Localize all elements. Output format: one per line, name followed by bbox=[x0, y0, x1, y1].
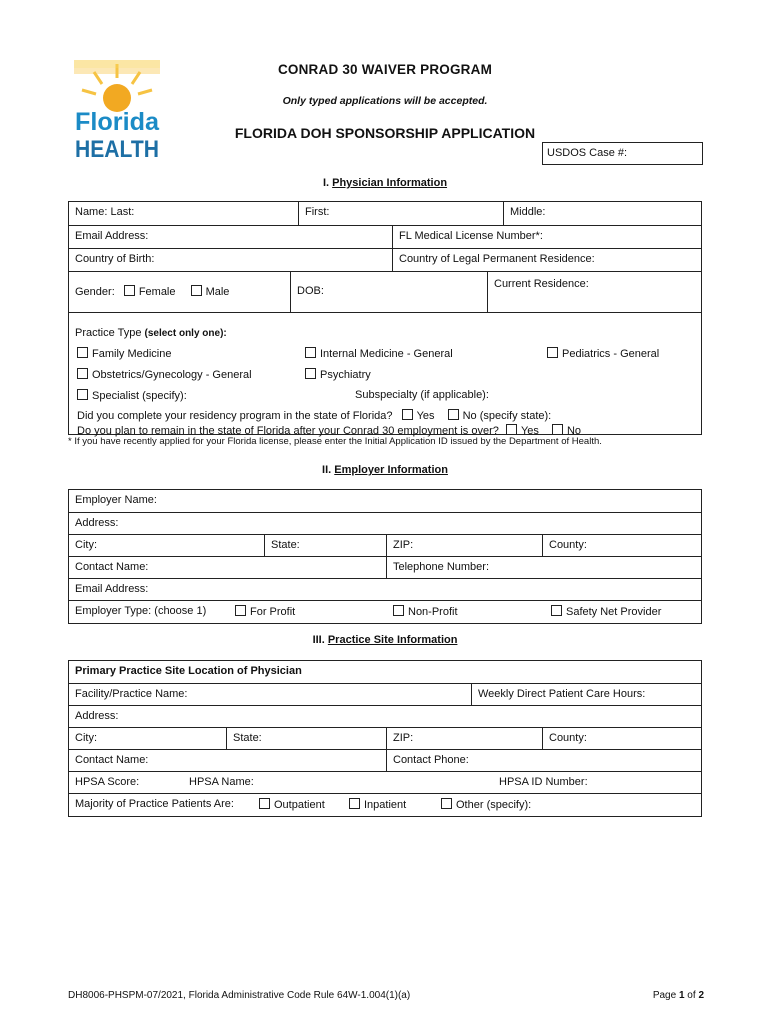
employer-name-row bbox=[69, 490, 701, 513]
inpatient-option bbox=[349, 798, 406, 811]
site-contact-field[interactable] bbox=[69, 750, 386, 771]
other-option bbox=[441, 798, 531, 811]
country-residence-label: Country of Legal Permanent Residence: bbox=[399, 253, 595, 265]
section-2-heading bbox=[0, 464, 770, 476]
first-name-label: First: bbox=[305, 206, 330, 218]
primary-site-heading: Primary Practice Site Location of Physician bbox=[75, 665, 302, 677]
inpatient-label: Inpatient bbox=[364, 799, 407, 811]
internal-medicine-label: Internal Medicine - General bbox=[320, 348, 453, 360]
safety-net-option bbox=[551, 605, 661, 618]
physician-info-table bbox=[68, 201, 702, 435]
hpsa-row bbox=[69, 772, 701, 794]
safety-net-checkbox[interactable] bbox=[551, 605, 562, 616]
middle-name-field[interactable] bbox=[503, 202, 701, 225]
program-title: CONRAD 30 WAIVER PROGRAM bbox=[277, 62, 493, 77]
country-residence-field[interactable] bbox=[392, 249, 701, 271]
country-row bbox=[69, 249, 701, 272]
last-name-label: Name: Last: bbox=[75, 206, 135, 218]
facility-row bbox=[69, 684, 701, 706]
residency-no-label: No (specify state): bbox=[462, 410, 552, 422]
section-2-number: II. bbox=[322, 464, 335, 476]
employer-county-label: County: bbox=[549, 539, 587, 551]
site-address-label: Address: bbox=[75, 710, 119, 722]
family-medicine-option bbox=[77, 347, 171, 360]
fl-license-label: FL Medical License Number*: bbox=[399, 230, 543, 242]
application-title: FLORIDA DOH SPONSORSHIP APPLICATION bbox=[234, 125, 536, 141]
employer-address-row bbox=[69, 513, 701, 535]
employer-zip-field[interactable] bbox=[386, 535, 542, 556]
practice-site-table bbox=[68, 660, 702, 817]
employer-email-row bbox=[69, 579, 701, 601]
residency-no-checkbox[interactable] bbox=[448, 409, 459, 420]
remain-yes-checkbox[interactable] bbox=[506, 424, 517, 435]
facility-name-label: Facility/Practice Name: bbox=[75, 688, 188, 700]
select-only-note: (select only one): bbox=[144, 328, 227, 339]
physician-email-field[interactable] bbox=[69, 226, 392, 248]
section-2-title: Employer Information bbox=[334, 464, 448, 476]
employer-address-label: Address: bbox=[75, 517, 119, 529]
psychiatry-label: Psychiatry bbox=[320, 369, 371, 381]
non-profit-label: Non-Profit bbox=[408, 606, 458, 618]
site-zip-label: ZIP: bbox=[393, 732, 414, 744]
employer-address-field[interactable] bbox=[69, 513, 701, 534]
family-medicine-checkbox[interactable] bbox=[77, 347, 88, 358]
primary-site-row bbox=[69, 661, 701, 684]
safety-net-label: Safety Net Provider bbox=[566, 606, 662, 618]
hpsa-name-field[interactable] bbox=[189, 776, 254, 788]
section-1-number: I. bbox=[322, 177, 333, 189]
last-name-field[interactable] bbox=[69, 202, 298, 225]
gender-row bbox=[69, 272, 701, 313]
usdos-case-field[interactable] bbox=[542, 142, 703, 165]
employer-telephone-field[interactable] bbox=[386, 557, 701, 578]
site-state-field[interactable] bbox=[226, 728, 386, 749]
employer-city-field[interactable] bbox=[69, 535, 264, 556]
employer-contact-field[interactable] bbox=[69, 557, 386, 578]
employer-city-row bbox=[69, 535, 701, 557]
weekly-hours-field[interactable] bbox=[471, 684, 701, 705]
hpsa-id-field[interactable] bbox=[499, 776, 588, 788]
facility-name-field[interactable] bbox=[69, 684, 471, 705]
employer-name-label: Employer Name: bbox=[75, 494, 157, 506]
patients-row bbox=[69, 794, 701, 816]
section-3-heading bbox=[0, 634, 770, 646]
non-profit-option bbox=[393, 605, 458, 618]
residency-question bbox=[77, 409, 551, 422]
site-address-field[interactable] bbox=[69, 706, 701, 727]
for-profit-checkbox[interactable] bbox=[235, 605, 246, 616]
obgyn-label: Obstetrics/Gynecology - General bbox=[92, 369, 252, 381]
inpatient-checkbox[interactable] bbox=[349, 798, 360, 809]
specialist-checkbox[interactable] bbox=[77, 389, 88, 400]
subspecialty-field[interactable] bbox=[355, 389, 489, 401]
section-1-title: Physician Information bbox=[332, 177, 448, 189]
current-residence-label: Current Residence: bbox=[494, 278, 589, 290]
site-county-field[interactable] bbox=[542, 728, 701, 749]
psychiatry-checkbox[interactable] bbox=[305, 368, 316, 379]
typed-notice: Only typed applications will be accepted. bbox=[282, 95, 488, 107]
employer-county-field[interactable] bbox=[542, 535, 701, 556]
residency-question-label: Did you complete your residency program in the state of Florida? bbox=[77, 410, 393, 422]
subspecialty-label: Subspecialty (if applicable): bbox=[355, 389, 489, 401]
employer-email-field[interactable] bbox=[69, 579, 701, 600]
physician-email-label: Email Address: bbox=[75, 230, 149, 242]
gender-field bbox=[69, 272, 290, 312]
site-county-label: County: bbox=[549, 732, 587, 744]
male-checkbox[interactable] bbox=[191, 285, 202, 296]
site-city-row bbox=[69, 728, 701, 750]
fl-license-field[interactable] bbox=[392, 226, 701, 248]
weekly-hours-label: Weekly Direct Patient Care Hours: bbox=[478, 688, 646, 700]
logo-line2: HEALTH bbox=[75, 136, 159, 163]
section-1-heading bbox=[0, 177, 770, 189]
hpsa-name-label: HPSA Name: bbox=[189, 776, 254, 788]
page-number bbox=[653, 990, 704, 1001]
other-label: Other (specify): bbox=[456, 799, 532, 811]
outpatient-label: Outpatient bbox=[274, 799, 325, 811]
site-state-label: State: bbox=[233, 732, 262, 744]
employer-state-label: State: bbox=[271, 539, 300, 551]
family-medicine-label: Family Medicine bbox=[92, 348, 172, 360]
form-identifier: DH8006-PHSPM-07/2021, Florida Administrative Code Rule 64W-1.004(1)(a) bbox=[68, 990, 411, 1001]
employer-contact-label: Contact Name: bbox=[75, 561, 149, 573]
site-contact-label: Contact Name: bbox=[75, 754, 149, 766]
obgyn-option bbox=[77, 368, 252, 381]
practice-type-label: Practice Type bbox=[75, 327, 145, 339]
hpsa-id-label: HPSA ID Number: bbox=[499, 776, 588, 788]
current-residence-field[interactable] bbox=[487, 272, 701, 312]
specialist-option bbox=[77, 389, 187, 402]
country-birth-label: Country of Birth: bbox=[75, 253, 155, 265]
dob-label: DOB: bbox=[297, 285, 324, 297]
dob-field[interactable] bbox=[290, 272, 487, 312]
middle-name-label: Middle: bbox=[510, 206, 546, 218]
pediatrics-option bbox=[547, 347, 659, 360]
non-profit-checkbox[interactable] bbox=[393, 605, 404, 616]
remain-no-checkbox[interactable] bbox=[552, 424, 563, 435]
residency-yes-label: Yes bbox=[416, 410, 435, 422]
license-footnote: * If you have recently applied for your Florida license, please enter the Initial Application ID issued by the Department of Health. bbox=[68, 436, 602, 447]
site-zip-field[interactable] bbox=[386, 728, 542, 749]
site-address-row bbox=[69, 706, 701, 728]
employer-contact-row bbox=[69, 557, 701, 579]
other-checkbox[interactable] bbox=[441, 798, 452, 809]
remain-yes-label: Yes bbox=[520, 425, 539, 437]
employer-name-field[interactable] bbox=[69, 490, 701, 512]
internal-medicine-checkbox[interactable] bbox=[305, 347, 316, 358]
page-current: 1 bbox=[678, 990, 685, 1001]
site-contact-row bbox=[69, 750, 701, 772]
section-3-title: Practice Site Information bbox=[327, 634, 458, 646]
remain-question-label: Do you plan to remain in the state of Florida after your Conrad 30 employment is over? bbox=[77, 425, 499, 437]
employer-info-table bbox=[68, 489, 702, 624]
female-label: Female bbox=[138, 286, 176, 298]
first-name-field[interactable] bbox=[298, 202, 503, 225]
employer-email-label: Email Address: bbox=[75, 583, 149, 595]
practice-type-block bbox=[69, 313, 701, 437]
page-prefix: Page bbox=[652, 990, 679, 1001]
internal-medicine-option bbox=[305, 347, 453, 360]
majority-label: Majority of Practice Patients Are: bbox=[75, 798, 234, 810]
site-city-field[interactable] bbox=[69, 728, 226, 749]
logo-line1: Florida bbox=[75, 108, 161, 136]
outpatient-option bbox=[259, 798, 325, 811]
psychiatry-option bbox=[305, 368, 371, 381]
site-city-label: City: bbox=[75, 732, 97, 744]
page-of: of bbox=[684, 990, 699, 1001]
page-total: 2 bbox=[698, 990, 704, 1001]
female-checkbox[interactable] bbox=[124, 285, 135, 296]
employer-state-field[interactable] bbox=[264, 535, 386, 556]
country-birth-field[interactable] bbox=[69, 249, 392, 271]
hpsa-score-field[interactable] bbox=[75, 776, 139, 788]
practice-type-heading bbox=[75, 327, 227, 339]
usdos-case-label: USDOS Case #: bbox=[547, 147, 628, 159]
pediatrics-checkbox[interactable] bbox=[547, 347, 558, 358]
site-phone-field[interactable] bbox=[386, 750, 701, 771]
employer-zip-label: ZIP: bbox=[393, 539, 414, 551]
employer-type-label: Employer Type: (choose 1) bbox=[75, 605, 207, 617]
gender-label: Gender: bbox=[75, 286, 115, 298]
male-label: Male bbox=[205, 286, 230, 298]
residency-yes-checkbox[interactable] bbox=[402, 409, 413, 420]
outpatient-checkbox[interactable] bbox=[259, 798, 270, 809]
site-phone-label: Contact Phone: bbox=[393, 754, 469, 766]
hpsa-score-label: HPSA Score: bbox=[75, 776, 140, 788]
name-row bbox=[69, 202, 701, 226]
remain-no-label: No bbox=[566, 425, 582, 437]
specialist-label: Specialist (specify): bbox=[92, 390, 187, 402]
email-row bbox=[69, 226, 701, 249]
employer-type-row bbox=[69, 601, 701, 623]
for-profit-option bbox=[235, 605, 295, 618]
obgyn-checkbox[interactable] bbox=[77, 368, 88, 379]
employer-city-label: City: bbox=[75, 539, 97, 551]
for-profit-label: For Profit bbox=[250, 606, 296, 618]
section-3-number: III. bbox=[312, 634, 328, 646]
pediatrics-label: Pediatrics - General bbox=[562, 348, 660, 360]
employer-telephone-label: Telephone Number: bbox=[393, 561, 490, 573]
